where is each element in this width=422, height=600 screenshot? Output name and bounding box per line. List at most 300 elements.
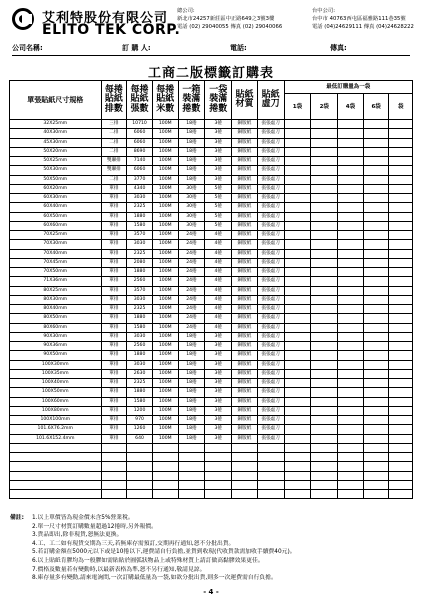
order-qty-cell[interactable] xyxy=(338,129,364,138)
order-qty-cell[interactable] xyxy=(389,425,413,434)
order-qty-cell[interactable] xyxy=(389,231,413,240)
table-cell: 張張虛刀 xyxy=(257,240,284,249)
blank-cell[interactable] xyxy=(178,443,205,452)
table-cell: 張張虛刀 xyxy=(257,258,284,267)
order-qty-cell[interactable] xyxy=(389,342,413,351)
order-qty-cell[interactable] xyxy=(284,351,311,360)
order-qty-cell[interactable] xyxy=(363,166,389,175)
table-cell: 單排 xyxy=(101,416,127,425)
order-qty-cell[interactable] xyxy=(389,157,413,166)
blank-cell[interactable] xyxy=(338,490,364,499)
blank-cell[interactable] xyxy=(338,480,364,489)
order-qty-cell[interactable] xyxy=(311,166,338,175)
order-qty-cell[interactable] xyxy=(389,268,413,277)
order-qty-cell[interactable] xyxy=(389,332,413,341)
blank-cell[interactable] xyxy=(232,462,258,471)
order-qty-cell[interactable] xyxy=(284,332,311,341)
order-qty-cell[interactable] xyxy=(389,323,413,332)
table-cell: 70X25mm xyxy=(10,231,102,240)
order-qty-cell[interactable] xyxy=(363,240,389,249)
table-cell: 張張虛刀 xyxy=(257,221,284,230)
blank-cell[interactable] xyxy=(205,462,232,471)
order-qty-cell[interactable] xyxy=(338,258,364,267)
order-qty-cell[interactable] xyxy=(338,434,364,443)
table-cell: 3捲 xyxy=(205,138,232,147)
order-qty-cell[interactable] xyxy=(363,332,389,341)
order-qty-cell[interactable] xyxy=(338,351,364,360)
order-qty-cell[interactable] xyxy=(284,203,311,212)
order-qty-cell[interactable] xyxy=(284,258,311,267)
blank-cell[interactable] xyxy=(178,471,205,480)
order-qty-cell[interactable] xyxy=(389,314,413,323)
blank-cell[interactable] xyxy=(101,443,127,452)
order-qty-cell[interactable] xyxy=(311,286,338,295)
order-qty-cell[interactable] xyxy=(338,157,364,166)
order-qty-cell[interactable] xyxy=(363,231,389,240)
blank-cell[interactable] xyxy=(127,453,153,462)
order-qty-cell[interactable] xyxy=(284,184,311,193)
order-qty-cell[interactable] xyxy=(311,277,338,286)
table-cell: 3捲 xyxy=(205,425,232,434)
order-qty-cell[interactable] xyxy=(338,231,364,240)
order-qty-cell[interactable] xyxy=(363,323,389,332)
order-qty-cell[interactable] xyxy=(338,203,364,212)
blank-cell[interactable] xyxy=(284,453,311,462)
table-cell: 100M xyxy=(152,369,178,378)
table-cell: 30捲 xyxy=(178,221,205,230)
order-qty-cell[interactable] xyxy=(363,268,389,277)
table-cell: 張張虛刀 xyxy=(257,157,284,166)
order-qty-cell[interactable] xyxy=(389,258,413,267)
order-qty-cell[interactable] xyxy=(311,147,338,156)
order-qty-cell[interactable] xyxy=(284,416,311,425)
order-qty-cell[interactable] xyxy=(363,342,389,351)
blank-cell[interactable] xyxy=(338,462,364,471)
order-qty-cell[interactable] xyxy=(389,277,413,286)
order-qty-cell[interactable] xyxy=(389,360,413,369)
blank-cell[interactable] xyxy=(101,490,127,499)
order-qty-cell[interactable] xyxy=(338,166,364,175)
blank-cell[interactable] xyxy=(232,471,258,480)
order-qty-cell[interactable] xyxy=(363,351,389,360)
order-qty-cell[interactable] xyxy=(338,221,364,230)
table-cell: 100M xyxy=(152,184,178,193)
order-qty-cell[interactable] xyxy=(284,379,311,388)
table-cell: 100M xyxy=(152,379,178,388)
order-qty-cell[interactable] xyxy=(338,138,364,147)
order-qty-cell[interactable] xyxy=(284,240,311,249)
order-qty-cell[interactable] xyxy=(338,277,364,286)
order-qty-cell[interactable] xyxy=(389,147,413,156)
table-cell: 101.6X76.2mm xyxy=(10,425,102,434)
order-qty-cell[interactable] xyxy=(389,434,413,443)
blank-cell[interactable] xyxy=(311,490,338,499)
order-qty-cell[interactable] xyxy=(363,314,389,323)
order-qty-cell[interactable] xyxy=(284,249,311,258)
order-qty-cell[interactable] xyxy=(338,388,364,397)
blank-cell[interactable] xyxy=(10,490,102,499)
order-qty-cell[interactable] xyxy=(363,388,389,397)
order-qty-cell[interactable] xyxy=(338,268,364,277)
order-qty-cell[interactable] xyxy=(338,397,364,406)
blank-cell[interactable] xyxy=(311,471,338,480)
order-qty-cell[interactable] xyxy=(338,249,364,258)
order-qty-cell[interactable] xyxy=(389,388,413,397)
blank-cell[interactable] xyxy=(338,471,364,480)
blank-cell[interactable] xyxy=(284,462,311,471)
table-cell: 100M xyxy=(152,258,178,267)
order-qty-cell[interactable] xyxy=(311,388,338,397)
order-qty-cell[interactable] xyxy=(363,184,389,193)
blank-cell[interactable] xyxy=(127,480,153,489)
order-qty-cell[interactable] xyxy=(284,129,311,138)
blank-cell[interactable] xyxy=(311,443,338,452)
order-qty-cell[interactable] xyxy=(284,369,311,378)
blank-cell[interactable] xyxy=(205,480,232,489)
order-qty-cell[interactable] xyxy=(284,434,311,443)
order-qty-cell[interactable] xyxy=(338,314,364,323)
blank-cell[interactable] xyxy=(389,480,413,489)
order-qty-cell[interactable] xyxy=(389,138,413,147)
order-qty-cell[interactable] xyxy=(363,194,389,203)
order-qty-cell[interactable] xyxy=(338,240,364,249)
table-cell: 4捲 xyxy=(205,295,232,304)
order-qty-cell[interactable] xyxy=(311,314,338,323)
order-qty-cell[interactable] xyxy=(338,360,364,369)
order-qty-cell[interactable] xyxy=(389,120,413,129)
order-qty-cell[interactable] xyxy=(363,277,389,286)
order-qty-cell[interactable] xyxy=(389,175,413,184)
order-qty-cell[interactable] xyxy=(311,212,338,221)
table-row xyxy=(10,147,413,156)
order-qty-cell[interactable] xyxy=(389,406,413,415)
order-qty-cell[interactable] xyxy=(311,332,338,341)
blank-cell[interactable] xyxy=(205,471,232,480)
blank-cell[interactable] xyxy=(389,471,413,480)
order-qty-cell[interactable] xyxy=(338,286,364,295)
table-cell: 18捲 xyxy=(178,351,205,360)
order-qty-cell[interactable] xyxy=(284,360,311,369)
table-cell: 單排 xyxy=(101,286,127,295)
table-row xyxy=(10,286,413,295)
order-qty-cell[interactable] xyxy=(284,194,311,203)
table-cell: 100M xyxy=(152,323,178,332)
blank-cell[interactable] xyxy=(363,462,389,471)
table-cell: 3030 xyxy=(127,295,153,304)
blank-cell[interactable] xyxy=(178,490,205,499)
order-qty-cell[interactable] xyxy=(284,388,311,397)
order-qty-cell[interactable] xyxy=(311,425,338,434)
order-qty-cell[interactable] xyxy=(284,157,311,166)
order-qty-cell[interactable] xyxy=(284,295,311,304)
blank-cell[interactable] xyxy=(257,471,284,480)
table-cell: 10710 xyxy=(127,120,153,129)
blank-cell[interactable] xyxy=(205,490,232,499)
blank-cell[interactable] xyxy=(127,490,153,499)
table-cell: 60X50mm xyxy=(10,212,102,221)
order-qty-cell[interactable] xyxy=(389,221,413,230)
order-qty-cell[interactable] xyxy=(389,129,413,138)
blank-cell[interactable] xyxy=(232,453,258,462)
order-qty-cell[interactable] xyxy=(363,295,389,304)
order-qty-cell[interactable] xyxy=(284,323,311,332)
order-qty-cell[interactable] xyxy=(311,406,338,415)
blank-cell[interactable] xyxy=(284,443,311,452)
order-qty-cell[interactable] xyxy=(389,305,413,314)
order-qty-cell[interactable] xyxy=(311,249,338,258)
blank-cell[interactable] xyxy=(257,480,284,489)
blank-cell[interactable] xyxy=(257,453,284,462)
blank-cell[interactable] xyxy=(338,443,364,452)
order-qty-cell[interactable] xyxy=(311,129,338,138)
order-qty-cell[interactable] xyxy=(363,425,389,434)
blank-cell[interactable] xyxy=(152,443,178,452)
order-qty-cell[interactable] xyxy=(284,212,311,221)
order-qty-cell[interactable] xyxy=(311,416,338,425)
order-qty-cell[interactable] xyxy=(311,258,338,267)
blank-cell[interactable] xyxy=(127,462,153,471)
table-cell: 4捲 xyxy=(205,277,232,286)
order-qty-cell[interactable] xyxy=(338,147,364,156)
blank-cell[interactable] xyxy=(257,462,284,471)
blank-cell[interactable] xyxy=(205,443,232,452)
order-qty-cell[interactable] xyxy=(363,305,389,314)
order-qty-cell[interactable] xyxy=(311,240,338,249)
order-qty-cell[interactable] xyxy=(284,120,311,129)
order-qty-cell[interactable] xyxy=(363,120,389,129)
tc-label: 台中公司: xyxy=(312,8,335,14)
order-qty-cell[interactable] xyxy=(363,397,389,406)
order-qty-cell[interactable] xyxy=(338,120,364,129)
header-rolls-per-box: 一箱裝滿捲數 xyxy=(178,81,205,120)
order-qty-cell[interactable] xyxy=(389,369,413,378)
order-qty-cell[interactable] xyxy=(389,240,413,249)
order-qty-cell[interactable] xyxy=(363,175,389,184)
blank-cell[interactable] xyxy=(178,480,205,489)
blank-cell[interactable] xyxy=(311,453,338,462)
order-qty-cell[interactable] xyxy=(363,286,389,295)
order-qty-cell[interactable] xyxy=(284,221,311,230)
order-qty-cell[interactable] xyxy=(311,369,338,378)
order-qty-cell[interactable] xyxy=(284,342,311,351)
order-qty-cell[interactable] xyxy=(389,295,413,304)
blank-cell[interactable] xyxy=(389,462,413,471)
table-cell: 3030 xyxy=(127,194,153,203)
order-qty-cell[interactable] xyxy=(311,342,338,351)
order-qty-cell[interactable] xyxy=(311,379,338,388)
order-qty-cell[interactable] xyxy=(311,157,338,166)
order-qty-cell[interactable] xyxy=(284,406,311,415)
blank-cell[interactable] xyxy=(10,471,102,480)
table-cell: 30捲 xyxy=(178,194,205,203)
order-table xyxy=(9,80,413,499)
order-qty-cell[interactable] xyxy=(311,221,338,230)
order-qty-cell[interactable] xyxy=(338,369,364,378)
order-qty-cell[interactable] xyxy=(311,184,338,193)
blank-cell[interactable] xyxy=(338,453,364,462)
order-qty-cell[interactable] xyxy=(338,406,364,415)
tc-phone: 電話 (04)24629111 傳真 (04)24628222 xyxy=(312,24,414,30)
blank-cell[interactable] xyxy=(152,471,178,480)
order-qty-cell[interactable] xyxy=(389,351,413,360)
order-qty-cell[interactable] xyxy=(338,323,364,332)
fax-field-label[interactable]: 傳真: xyxy=(330,44,347,52)
table-cell: 18捲 xyxy=(178,406,205,415)
blank-cell[interactable] xyxy=(152,480,178,489)
order-qty-cell[interactable] xyxy=(389,203,413,212)
order-qty-cell[interactable] xyxy=(284,286,311,295)
order-qty-cell[interactable] xyxy=(311,194,338,203)
table-cell: 40X30mm xyxy=(10,129,102,138)
blank-cell[interactable] xyxy=(205,453,232,462)
blank-cell[interactable] xyxy=(10,443,102,452)
blank-cell[interactable] xyxy=(232,480,258,489)
order-qty-cell[interactable] xyxy=(389,212,413,221)
order-qty-cell[interactable] xyxy=(338,379,364,388)
table-cell: 單排 xyxy=(101,221,127,230)
blank-cell[interactable] xyxy=(232,490,258,499)
blank-cell[interactable] xyxy=(101,453,127,462)
order-qty-cell[interactable] xyxy=(284,166,311,175)
blank-cell[interactable] xyxy=(101,480,127,489)
header-bag-1: 1袋 xyxy=(284,94,311,120)
order-qty-cell[interactable] xyxy=(284,314,311,323)
order-qty-cell[interactable] xyxy=(338,175,364,184)
blank-cell[interactable] xyxy=(127,443,153,452)
order-qty-cell[interactable] xyxy=(284,175,311,184)
hq-phone: 電話 (02) 29040055 傳真 (02) 29040066 xyxy=(177,24,283,30)
blank-cell[interactable] xyxy=(284,490,311,499)
order-qty-cell[interactable] xyxy=(284,138,311,147)
order-qty-cell[interactable] xyxy=(311,295,338,304)
order-qty-cell[interactable] xyxy=(389,379,413,388)
blank-cell[interactable] xyxy=(389,453,413,462)
order-qty-cell[interactable] xyxy=(363,369,389,378)
order-qty-cell[interactable] xyxy=(311,305,338,314)
blank-cell[interactable] xyxy=(10,453,102,462)
order-qty-cell[interactable] xyxy=(363,221,389,230)
order-qty-cell[interactable] xyxy=(363,434,389,443)
blank-cell[interactable] xyxy=(178,462,205,471)
blank-cell[interactable] xyxy=(363,471,389,480)
order-qty-cell[interactable] xyxy=(311,231,338,240)
order-qty-cell[interactable] xyxy=(389,397,413,406)
header-rolls-per-bag: 一袋裝滿捲數 xyxy=(205,81,232,120)
order-qty-cell[interactable] xyxy=(311,138,338,147)
blank-cell[interactable] xyxy=(284,471,311,480)
order-qty-cell[interactable] xyxy=(311,175,338,184)
order-qty-cell[interactable] xyxy=(338,194,364,203)
order-qty-cell[interactable] xyxy=(284,147,311,156)
blank-cell[interactable] xyxy=(127,471,153,480)
table-cell: 張張虛刀 xyxy=(257,342,284,351)
order-qty-cell[interactable] xyxy=(389,286,413,295)
order-qty-cell[interactable] xyxy=(284,231,311,240)
order-qty-cell[interactable] xyxy=(363,129,389,138)
blank-cell[interactable] xyxy=(389,490,413,499)
order-qty-cell[interactable] xyxy=(284,397,311,406)
order-qty-cell[interactable] xyxy=(338,295,364,304)
table-cell: 90X50mm xyxy=(10,351,102,360)
phone-field-label[interactable]: 電話: xyxy=(230,44,247,52)
order-qty-cell[interactable] xyxy=(363,360,389,369)
order-qty-cell[interactable] xyxy=(363,258,389,267)
blank-cell[interactable] xyxy=(257,490,284,499)
order-qty-cell[interactable] xyxy=(363,138,389,147)
order-qty-cell[interactable] xyxy=(338,212,364,221)
blank-cell[interactable] xyxy=(152,490,178,499)
order-qty-cell[interactable] xyxy=(363,416,389,425)
blank-cell[interactable] xyxy=(101,462,127,471)
table-cell: 6060 xyxy=(127,129,153,138)
order-qty-cell[interactable] xyxy=(363,212,389,221)
order-qty-cell[interactable] xyxy=(311,360,338,369)
blank-cell[interactable] xyxy=(363,480,389,489)
blank-cell[interactable] xyxy=(10,462,102,471)
order-qty-cell[interactable] xyxy=(284,305,311,314)
blank-cell[interactable] xyxy=(232,443,258,452)
blank-cell[interactable] xyxy=(311,462,338,471)
order-qty-cell[interactable] xyxy=(311,397,338,406)
order-qty-cell[interactable] xyxy=(363,147,389,156)
blank-cell[interactable] xyxy=(363,490,389,499)
blank-cell[interactable] xyxy=(389,443,413,452)
order-qty-cell[interactable] xyxy=(389,249,413,258)
order-qty-cell[interactable] xyxy=(338,425,364,434)
order-qty-cell[interactable] xyxy=(363,203,389,212)
blank-cell[interactable] xyxy=(363,443,389,452)
blank-cell[interactable] xyxy=(152,462,178,471)
table-cell: 單排 xyxy=(101,434,127,443)
order-qty-cell[interactable] xyxy=(284,425,311,434)
order-qty-cell[interactable] xyxy=(311,351,338,360)
order-qty-cell[interactable] xyxy=(389,416,413,425)
order-qty-cell[interactable] xyxy=(284,268,311,277)
blank-cell[interactable] xyxy=(311,480,338,489)
note-item: 5.若訂購金額在5000元以下或是10捲以下,運費請自行負擔,並貨到收現(代收貨款需加收手續費40元)。 xyxy=(32,549,296,556)
order-qty-cell[interactable] xyxy=(389,184,413,193)
blank-cell[interactable] xyxy=(152,453,178,462)
order-qty-cell[interactable] xyxy=(311,203,338,212)
order-qty-cell[interactable] xyxy=(363,406,389,415)
order-qty-cell[interactable] xyxy=(338,332,364,341)
blank-cell[interactable] xyxy=(178,453,205,462)
blank-cell[interactable] xyxy=(10,480,102,489)
order-qty-cell[interactable] xyxy=(363,157,389,166)
order-qty-cell[interactable] xyxy=(311,268,338,277)
order-qty-cell[interactable] xyxy=(389,166,413,175)
order-qty-cell[interactable] xyxy=(363,379,389,388)
buyer-field-label[interactable]: 訂 購 人: xyxy=(122,44,151,52)
order-qty-cell[interactable] xyxy=(338,342,364,351)
order-qty-cell[interactable] xyxy=(363,249,389,258)
blank-cell[interactable] xyxy=(363,453,389,462)
order-qty-cell[interactable] xyxy=(311,434,338,443)
order-qty-cell[interactable] xyxy=(338,305,364,314)
order-qty-cell[interactable] xyxy=(284,277,311,286)
blank-cell[interactable] xyxy=(284,480,311,489)
order-qty-cell[interactable] xyxy=(338,184,364,193)
table-cell: 1880 xyxy=(127,314,153,323)
order-qty-cell[interactable] xyxy=(389,194,413,203)
header-meters-per-roll: 每捲貼紙米數 xyxy=(152,81,178,120)
blank-cell[interactable] xyxy=(257,443,284,452)
order-qty-cell[interactable] xyxy=(338,416,364,425)
blank-cell[interactable] xyxy=(101,471,127,480)
order-qty-cell[interactable] xyxy=(311,120,338,129)
order-qty-cell[interactable] xyxy=(311,323,338,332)
table-cell: 2630 xyxy=(127,369,153,378)
